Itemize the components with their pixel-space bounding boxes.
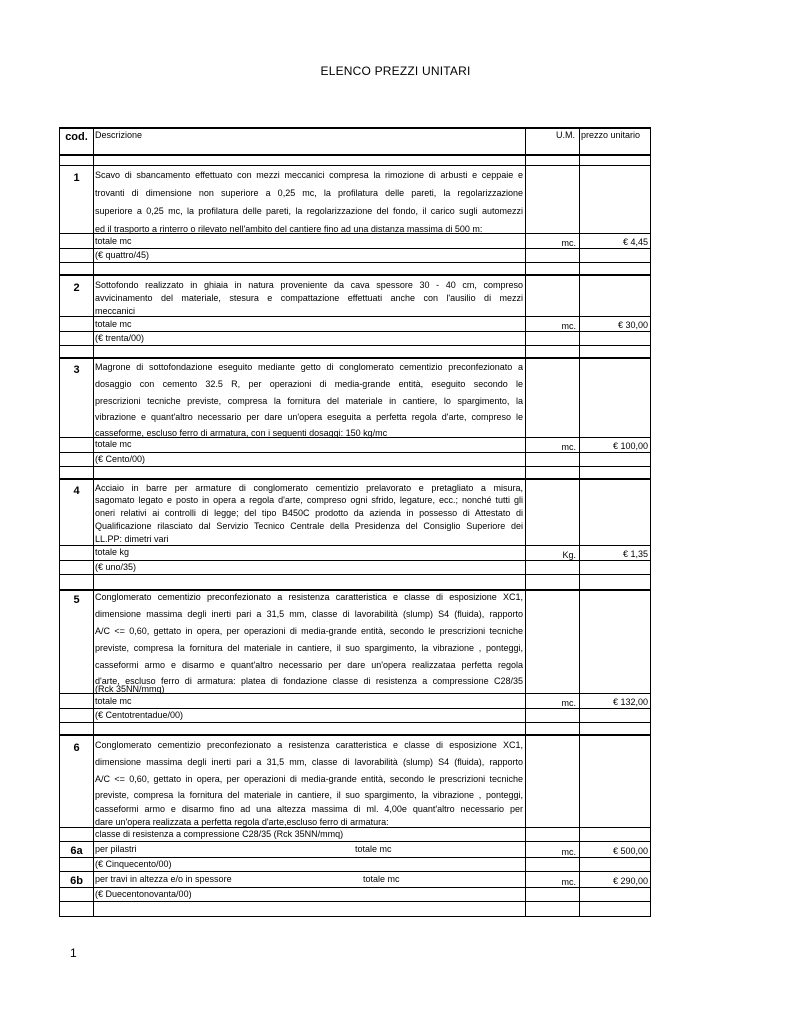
item-description-line: previste, compresa la fornitura del materiale in cantiere, il suo spargimento, la vibrazione , ponteggi, (95, 643, 523, 653)
item-description-line: d'arte, escluso ferro di armatura: platea di fondazione classe di resistenza a compressione C28/35 (95, 676, 523, 686)
item-description-line: casseformi armo e disarmo e quant'altro necessario per dare un'opera realizzataa perfetta regola (95, 660, 523, 670)
item-code: 3 (73, 364, 80, 376)
item-description-line: ed il trasporto a rinterro o rilevato nell'ambito del cantiere fino ad una distanza massima di 500 m: (95, 224, 483, 234)
item-code: 4 (73, 485, 80, 497)
subitem-code: 6a (70, 845, 83, 857)
item-description-line: sagomato legato e posto in opera a regola d'arte, compreso ogni sfrido, legature, ecc.; nonché tutti gli (95, 495, 523, 505)
item-description-line: trovanti di dimensione non superiore a 0,25 mc, la profilatura delle pareti, la regolarizzazione (95, 188, 523, 198)
item-description-line: superiore a 0,25 mc, la profilatura delle pareti, la regolarizzazione del fondo, il carico sugli automezzi (95, 206, 523, 216)
total-label: totale mc (363, 874, 400, 884)
subitem-description: per pilastri (95, 844, 137, 854)
unit-value: mc. (561, 238, 576, 248)
item-description-line: prescrizioni tecniche previste, compresa la fornitura del materiale in cantiere, lo spargimento, la (95, 396, 523, 406)
item-code: 1 (73, 172, 80, 184)
unit-value: mc. (561, 442, 576, 452)
item-description-line: dare un'opera realizzata a perfetta regola d'arte,escluso ferro di armatura: (95, 817, 389, 827)
total-label: totale mc (95, 439, 132, 449)
item-description-line: Magrone di sottofondazione eseguito mediante getto di conglomerato cementizio preconfezionato a (95, 362, 523, 372)
item-description-line: A/C <= 0,60, gettato in opera, per operazioni di media-grande entità, secondo le prescrizioni tecniche (95, 626, 523, 636)
item-code: 6 (73, 742, 80, 754)
header-code: cod. (65, 131, 88, 143)
price-in-words: (€ Duecentonovanta/00) (95, 889, 192, 899)
price-in-words: (€ quattro/45) (95, 250, 150, 260)
item-description-line: dosaggio con cemento 32.5 R, per operazioni di media-grande entità, eseguito secondo le (95, 379, 523, 389)
unit-value: mc. (561, 698, 576, 708)
price-value: € 500,00 (612, 846, 648, 856)
price-in-words: (€ Centotrentadue/00) (95, 710, 184, 720)
total-label: totale mc (95, 696, 132, 706)
item-class-line: classe di resistenza a compressione C28/35 (Rck 35NN/mmq) (95, 829, 344, 839)
total-label: totale mc (95, 319, 132, 329)
item-description-line: Conglomerato cementizio preconfezionato a resistenza caratteristica e classe di esposizione XC1, (95, 592, 523, 602)
item-description-line: dimensione massima degli inerti pari a 31,5 mm, classe di lavorabilità (slump) S4 (fluida), rapporto (95, 609, 523, 619)
item-code: 2 (73, 282, 80, 294)
item-description-line: previste, compresa la fornitura del materiale in cantiere, il suo spargimento, la vibrazione , ponteggi, (95, 790, 523, 800)
item-description-line: oneri relativi ai controlli di legge; del tipo B450C prodotto da azienda in possesso di Attestato di (95, 508, 523, 518)
item-description-line: Conglomerato cementizio preconfezionato a resistenza caratteristica e classe di esposizione XC1, (95, 740, 523, 750)
item-description-line: LL.PP: dimetri vari (95, 534, 169, 544)
unit-value: mc. (561, 847, 576, 857)
item-description-line: Acciaio in barre per armature di conglomerato cementizio prelavorato e pretagliato a misura, (95, 483, 523, 493)
item-description-line: casseforme, escluso ferro di armatura, con i seguenti dosaggi: 150 kg/mc (95, 428, 388, 438)
total-label: totale mc (355, 844, 392, 854)
price-value: € 290,00 (612, 876, 648, 886)
price-in-words: (€ Cento/00) (95, 454, 146, 464)
price-in-words: (€ Cinquecento/00) (95, 859, 172, 869)
item-description-line: casseformi armo e disarmo fino ad una altezza massima di ml. 4,00e quant'altro necessario per (95, 804, 523, 814)
price-value: € 1,35 (622, 549, 648, 559)
total-label: totale mc (95, 236, 132, 246)
page-number: 1 (70, 946, 77, 960)
unit-value: mc. (561, 321, 576, 331)
header-unit: U.M. (556, 130, 575, 140)
price-value: € 30,00 (617, 320, 648, 330)
item-description-line: avvicinamento del materiale, stesura e compattazione effettuati anche con l'ausilio di mezzi (95, 293, 523, 303)
price-value: € 100,00 (612, 441, 648, 451)
price-value: € 4,45 (622, 237, 648, 247)
item-description-line: A/C <= 0,60, gettato in opera, per operazioni di media-grande entità, secondo le prescrizioni tecniche (95, 774, 523, 784)
header-price: prezzo unitario (581, 130, 641, 140)
unit-value: Kg. (562, 550, 576, 560)
price-value: € 132,00 (612, 697, 648, 707)
item-description-line: Sottofondo realizzato in ghiaia in natura proveniente da cava spessore 30 - 40 cm, compreso (95, 280, 523, 290)
unit-value: mc. (561, 877, 576, 887)
price-in-words: (€ trenta/00) (95, 333, 145, 343)
item-description-line: Qualificazione rilasciato dal Servizio Tecnico Centrale della Presidenza del Consiglio Superiore dei (95, 521, 523, 531)
item-description-line: (Rck 35NN/mmq) (95, 684, 165, 694)
document-title: ELENCO PREZZI UNITARI (320, 64, 471, 78)
subitem-code: 6b (70, 875, 83, 887)
item-code: 5 (73, 594, 80, 606)
item-description-line: dimensione massima degli inerti pari a 31,5 mm, classe di lavorabilità (slump) S4 (fluida), rapporto (95, 757, 523, 767)
header-description: Descrizione (95, 130, 143, 140)
subitem-description: per travi in altezza e/o in spessore (95, 874, 232, 884)
item-description-line: vibrazione e quant'altro necessario per dare un'opera eseguita a perfetta regola d'arte, compreso le (95, 412, 523, 422)
item-description-line: meccanici (95, 306, 136, 316)
item-description-line: Scavo di sbancamento effettuato con mezzi meccanici compresa la rimozione di arbusti e ceppaie e (95, 170, 523, 180)
total-label: totale kg (95, 547, 130, 557)
price-in-words: (€ uno/35) (95, 562, 137, 572)
